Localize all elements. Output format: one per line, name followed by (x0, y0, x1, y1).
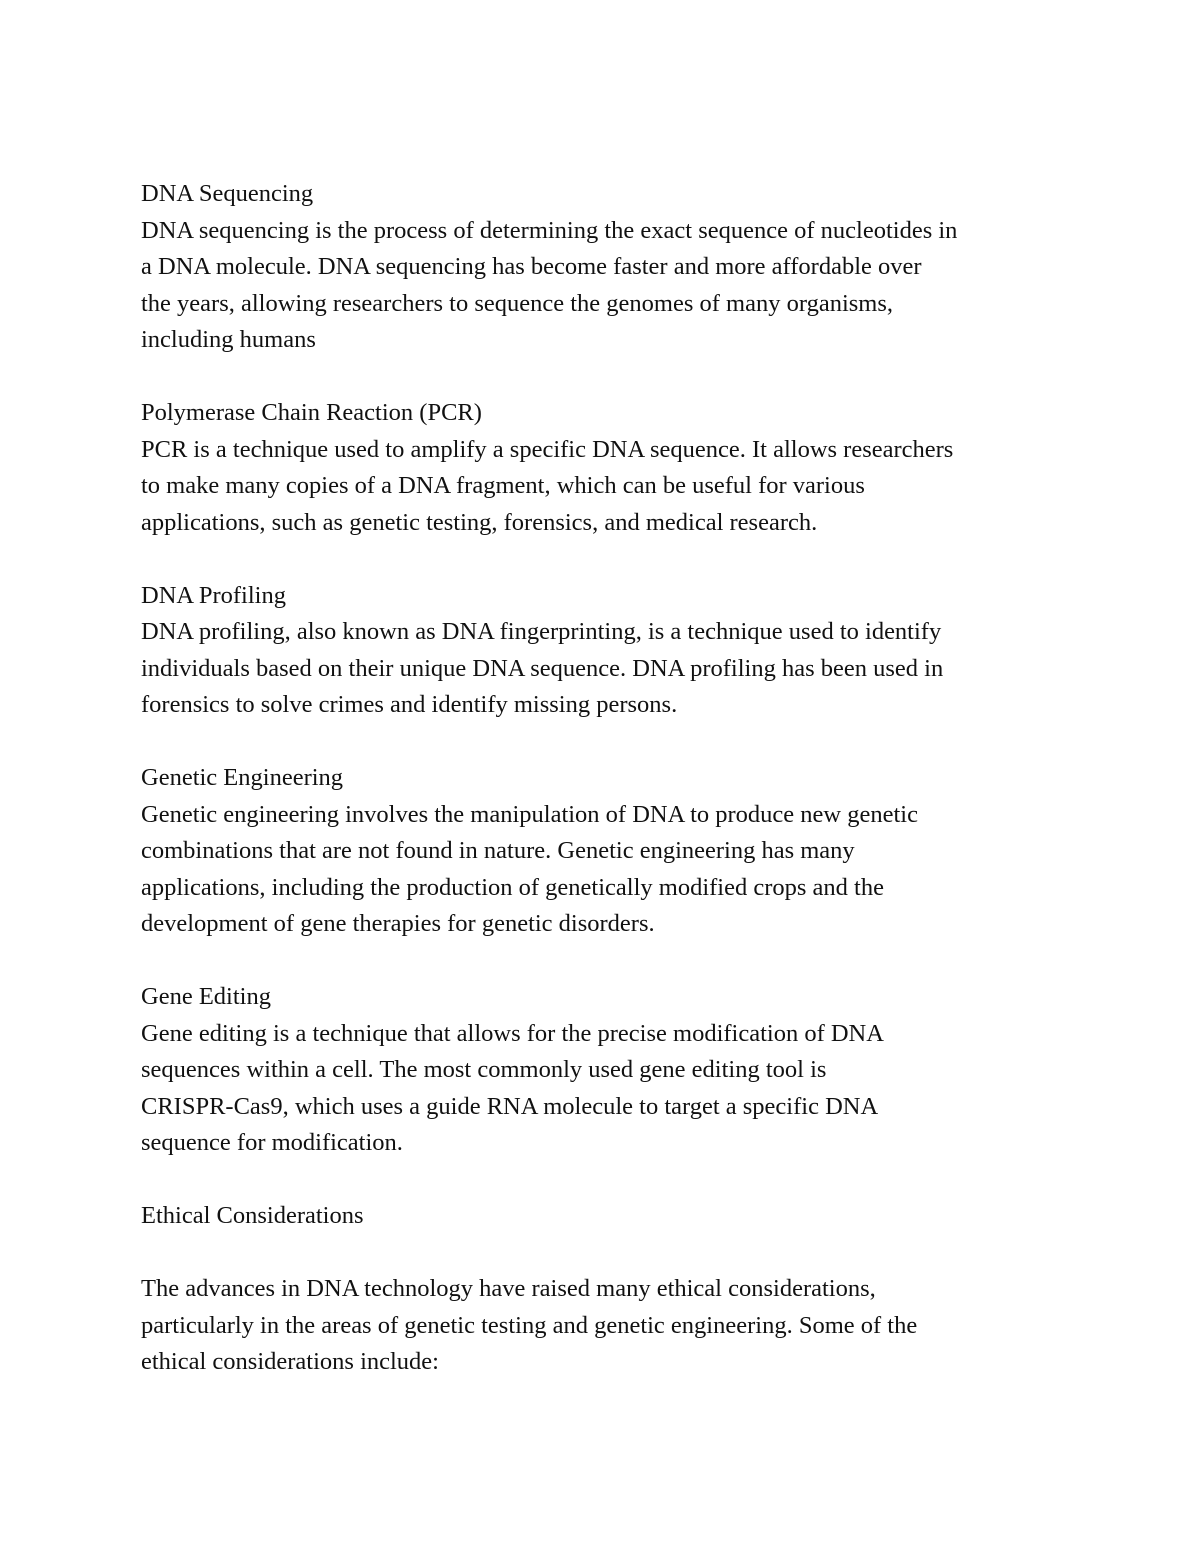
body-line: CRISPR-Cas9, which uses a guide RNA molecule to target a specific DNA (141, 1092, 879, 1120)
section-dna-sequencing (141, 176, 1071, 359)
section-genetic-engineering (141, 760, 1071, 943)
section-title: DNA Profiling (141, 581, 286, 609)
body-line: applications, including the production of genetically modified crops and the (141, 873, 884, 901)
closing-paragraph (141, 1271, 1071, 1381)
section-body (141, 614, 1071, 724)
section-pcr (141, 395, 1071, 541)
section-ethical-considerations (141, 1198, 1071, 1235)
body-line: combinations that are not found in nature. Genetic engineering has many (141, 837, 855, 864)
body-line: including humans (141, 326, 316, 353)
body-line: sequences within a cell. The most commonly used gene editing tool is (141, 1056, 827, 1083)
body-line: forensics to solve crimes and identify missing persons. (141, 691, 678, 718)
section-title: Polymerase Chain Reaction (PCR) (141, 399, 482, 426)
section-title: Genetic Engineering (141, 764, 344, 791)
document-content (141, 176, 1071, 1381)
section-body (141, 1016, 1071, 1162)
body-line: a DNA molecule. DNA sequencing has become faster and more affordable over (141, 253, 922, 280)
body-line: The advances in DNA technology have raised many ethical considerations, (141, 1275, 876, 1302)
body-line: development of gene therapies for genetic disorders. (141, 910, 655, 937)
section-title: DNA Sequencing (141, 180, 314, 207)
section-title: Gene Editing (141, 983, 271, 1010)
body-line: Genetic engineering involves the manipulation of DNA to produce new genetic (141, 800, 918, 828)
body-line: sequence for modification. (141, 1129, 403, 1156)
section-dna-profiling (141, 578, 1071, 724)
body-line: DNA profiling, also known as DNA fingerprinting, is a technique used to identify (141, 618, 942, 645)
body-line: Gene editing is a technique that allows for the precise modification of DNA (141, 1019, 884, 1047)
body-line: DNA sequencing is the process of determining the exact sequence of nucleotides in (141, 216, 958, 244)
body-line: to make many copies of a DNA fragment, which can be useful for various (141, 472, 865, 499)
body-line: applications, such as genetic testing, forensics, and medical research. (141, 508, 818, 536)
body-line: individuals based on their unique DNA sequence. DNA profiling has been used in (141, 654, 944, 682)
section-gene-editing (141, 979, 1071, 1162)
section-body (141, 797, 1071, 943)
body-line: ethical considerations include: (141, 1348, 439, 1375)
section-title: Ethical Considerations (141, 1202, 364, 1229)
section-body (141, 213, 1071, 359)
body-line: particularly in the areas of genetic testing and genetic engineering. Some of the (141, 1311, 918, 1339)
body-line: PCR is a technique used to amplify a specific DNA sequence. It allows researchers (141, 435, 954, 463)
section-body (141, 432, 1071, 542)
body-line: the years, allowing researchers to sequence the genomes of many organisms, (141, 289, 893, 317)
